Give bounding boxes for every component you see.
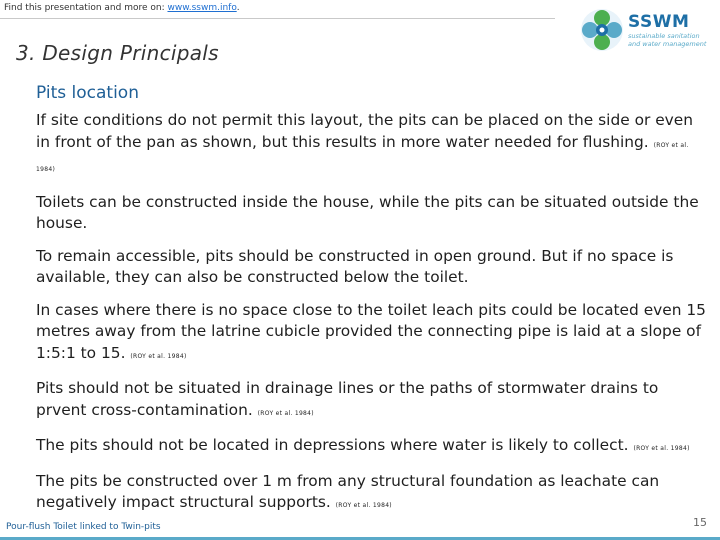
logo-tagline-line-2: and water management <box>628 40 707 48</box>
paragraph-side-placement <box>36 110 708 181</box>
paragraph-drainage <box>36 378 708 424</box>
citation: (ROY et al. 1984) <box>633 445 690 452</box>
paragraph-depressions <box>36 435 708 460</box>
source-prefix: Find this presentation and more on: <box>4 3 168 13</box>
paragraph-text: Toilets can be constructed inside the house, while the pits can be situated outside the house. <box>36 192 699 232</box>
header-divider <box>0 18 555 19</box>
citation: (ROY et al. 1984) <box>36 141 689 173</box>
paragraph-text: To remain accessible, pits should be constructed in open ground. But if no space is available, they can also be constructed below the toilet. <box>36 246 674 286</box>
citation: (ROY et al. 1984) <box>335 502 392 509</box>
paragraph-distance <box>36 300 708 368</box>
citation: (ROY et al. 1984) <box>130 352 187 360</box>
source-line <box>4 3 240 13</box>
sswm-logo <box>580 6 716 54</box>
citation: (ROY et al. 1984) <box>257 409 314 417</box>
footer-title: Pour-flush Toilet linked to Twin-pits <box>6 522 161 532</box>
paragraph-foundation <box>36 471 708 517</box>
paragraph-inside-house <box>36 192 708 235</box>
source-suffix: . <box>236 3 240 13</box>
logo-tagline-line-1: sustainable sanitation <box>628 32 700 40</box>
paragraph-text: Pits should not be situated in drainage lines or the paths of stormwater drains to prvent cross-contamination. <box>36 379 659 419</box>
slide-subtitle: Pits location <box>36 83 139 103</box>
paragraph-text: If site conditions do not permit this layout, the pits can be placed on the side or even in front of the pan as shown, but this results in more water needed for flushing. <box>36 111 694 151</box>
paragraph-accessibility <box>36 246 708 289</box>
page-number: 15 <box>693 516 707 529</box>
logo-brand: SSWM <box>628 12 690 32</box>
slide-title: 3. Design Principals <box>16 41 219 65</box>
slide-body <box>36 110 708 528</box>
paragraph-text: The pits should not be located in depressions where water is likely to collect. <box>36 436 634 454</box>
paragraph-text: In cases where there is no space close to the toilet leach pits could be located even 15 metres away from the latrine cubicle provided the connecting pipe is laid at a slope of 1:5:1 to 15. <box>36 300 706 362</box>
sswm-logo-icon <box>580 8 624 52</box>
paragraph-text: The pits be constructed over 1 m from any structural foundation as leachate can negatively impact structural supports. <box>36 471 660 511</box>
source-link[interactable]: www.sswm.info <box>167 3 237 13</box>
logo-tagline <box>628 32 706 48</box>
